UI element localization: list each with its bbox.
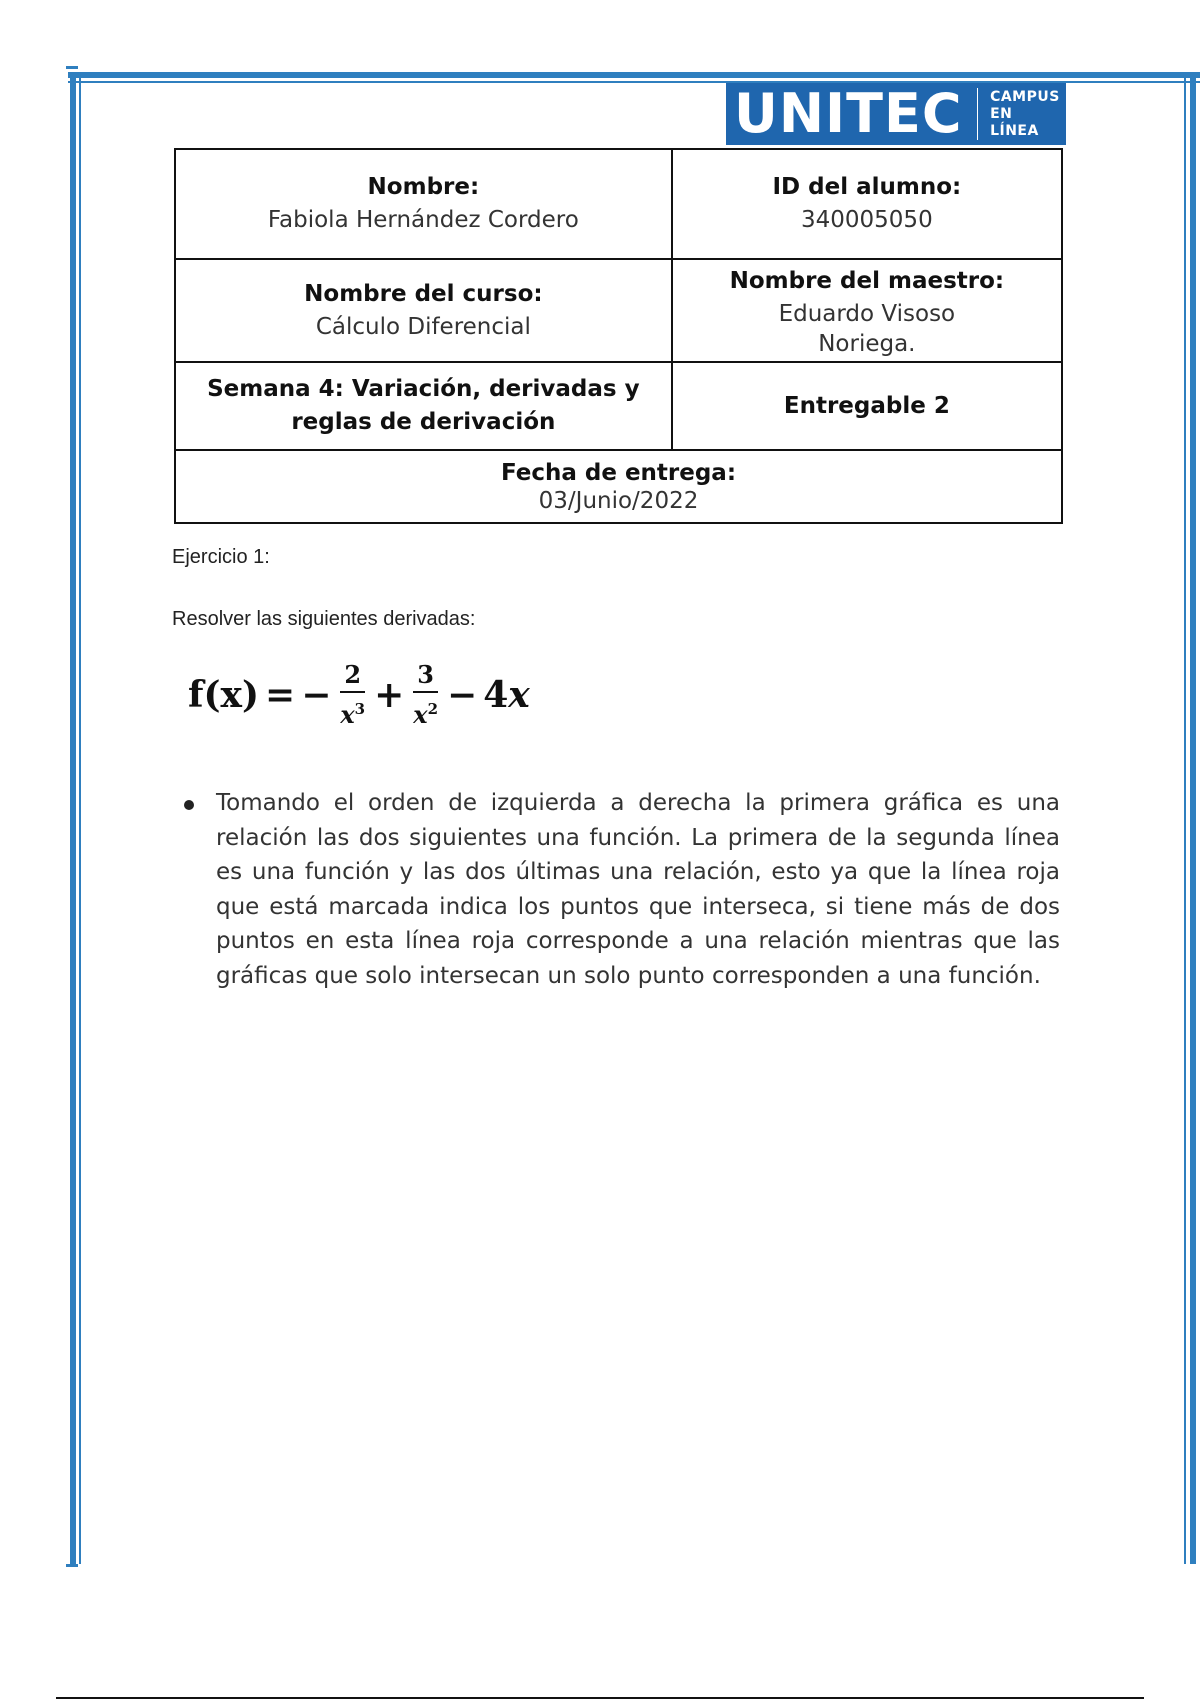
id-value: 340005050: [801, 207, 933, 233]
semana-line2: reglas de derivación: [291, 409, 556, 435]
formula-fraction-2: [413, 661, 438, 729]
table-row: [175, 259, 1062, 362]
cell-semana: [175, 362, 672, 450]
formula-term-variable: x: [508, 674, 530, 716]
page-border-right: [1190, 72, 1196, 1564]
fraction-denominator: [340, 693, 365, 729]
cell-curso: [175, 259, 672, 362]
fecha-label: Fecha de entrega:: [500, 459, 737, 486]
bullet-item: Tomando el orden de izquierda a derecha la primera gráfica es una relación las dos siguientes una función. La primera de la segunda línea es una función y las dos últimas una relación, esto ya que la línea roja que está marcada indica los puntos que interseca, si tiene más de dos puntos en esta línea roja corresponde a una relación mientras que las gráficas que solo intersecan un solo punto corresponden a una función.: [216, 790, 1060, 989]
page-border-right-inner: [1184, 72, 1186, 1564]
logo-subtitle-line1: CAMPUS EN: [990, 88, 1060, 122]
fraction-exponent: 2: [427, 700, 439, 718]
exercise-instruction: Resolver las siguientes derivadas:: [172, 608, 476, 630]
nombre-label: Nombre:: [367, 174, 480, 200]
page-border-top: [68, 72, 1200, 78]
fraction-exponent: 3: [354, 700, 366, 718]
formula-minus: −: [301, 674, 332, 716]
logo-separator: [977, 88, 979, 140]
fraction-denominator: [413, 693, 438, 729]
semana-line1: Semana 4: Variación, derivadas y: [207, 376, 640, 402]
bottom-divider: [56, 1697, 1144, 1699]
bullet-list: [180, 786, 1060, 993]
id-label: ID del alumno:: [772, 174, 962, 200]
student-info-table: [174, 148, 1063, 524]
bullet-icon: [184, 800, 194, 810]
cell-fecha: [175, 450, 1062, 523]
logo-wordmark: UNITEC: [734, 82, 963, 145]
nombre-value: Fabiola Hernández Cordero: [267, 207, 579, 233]
logo-subtitle: [990, 89, 1066, 140]
exercise-title: Ejercicio 1:: [172, 546, 270, 568]
unitec-logo: [726, 83, 1066, 145]
cell-maestro: [672, 259, 1062, 362]
fraction-denominator-var: x: [340, 700, 355, 729]
cell-entregable: [672, 362, 1062, 450]
curso-label: Nombre del curso:: [304, 280, 543, 307]
maestro-value-line2: Noriega.: [818, 330, 916, 357]
formula-term-coefficient: 4: [483, 674, 509, 716]
page-border-foot: [66, 1564, 78, 1567]
cell-nombre: [175, 149, 672, 259]
maestro-value-line1: Eduardo Visoso: [778, 300, 956, 327]
page-border-left: [70, 72, 76, 1564]
fraction-denominator-var: x: [413, 700, 428, 729]
fraction-numerator: 3: [413, 661, 438, 693]
maestro-label: Nombre del maestro:: [729, 267, 1005, 294]
table-row: [175, 149, 1062, 259]
curso-value: Cálculo Diferencial: [315, 313, 531, 340]
fecha-value: 03/Junio/2022: [538, 487, 699, 514]
formula-minus: −: [447, 674, 478, 716]
table-row: [175, 362, 1062, 450]
formula-equals: =: [265, 674, 296, 716]
fraction-numerator: 2: [340, 661, 365, 693]
formula-fraction-1: [340, 661, 365, 729]
table-row: [175, 450, 1062, 523]
logo-subtitle-line2: LÍNEA: [990, 122, 1039, 139]
page-border-left-inner: [79, 72, 81, 1564]
cell-id: [672, 149, 1062, 259]
entregable-label: Entregable 2: [783, 392, 950, 419]
derivative-formula: [188, 660, 530, 730]
formula-plus: +: [374, 674, 405, 716]
formula-lhs: f(x): [188, 674, 260, 716]
page-border-corner: [66, 66, 78, 69]
